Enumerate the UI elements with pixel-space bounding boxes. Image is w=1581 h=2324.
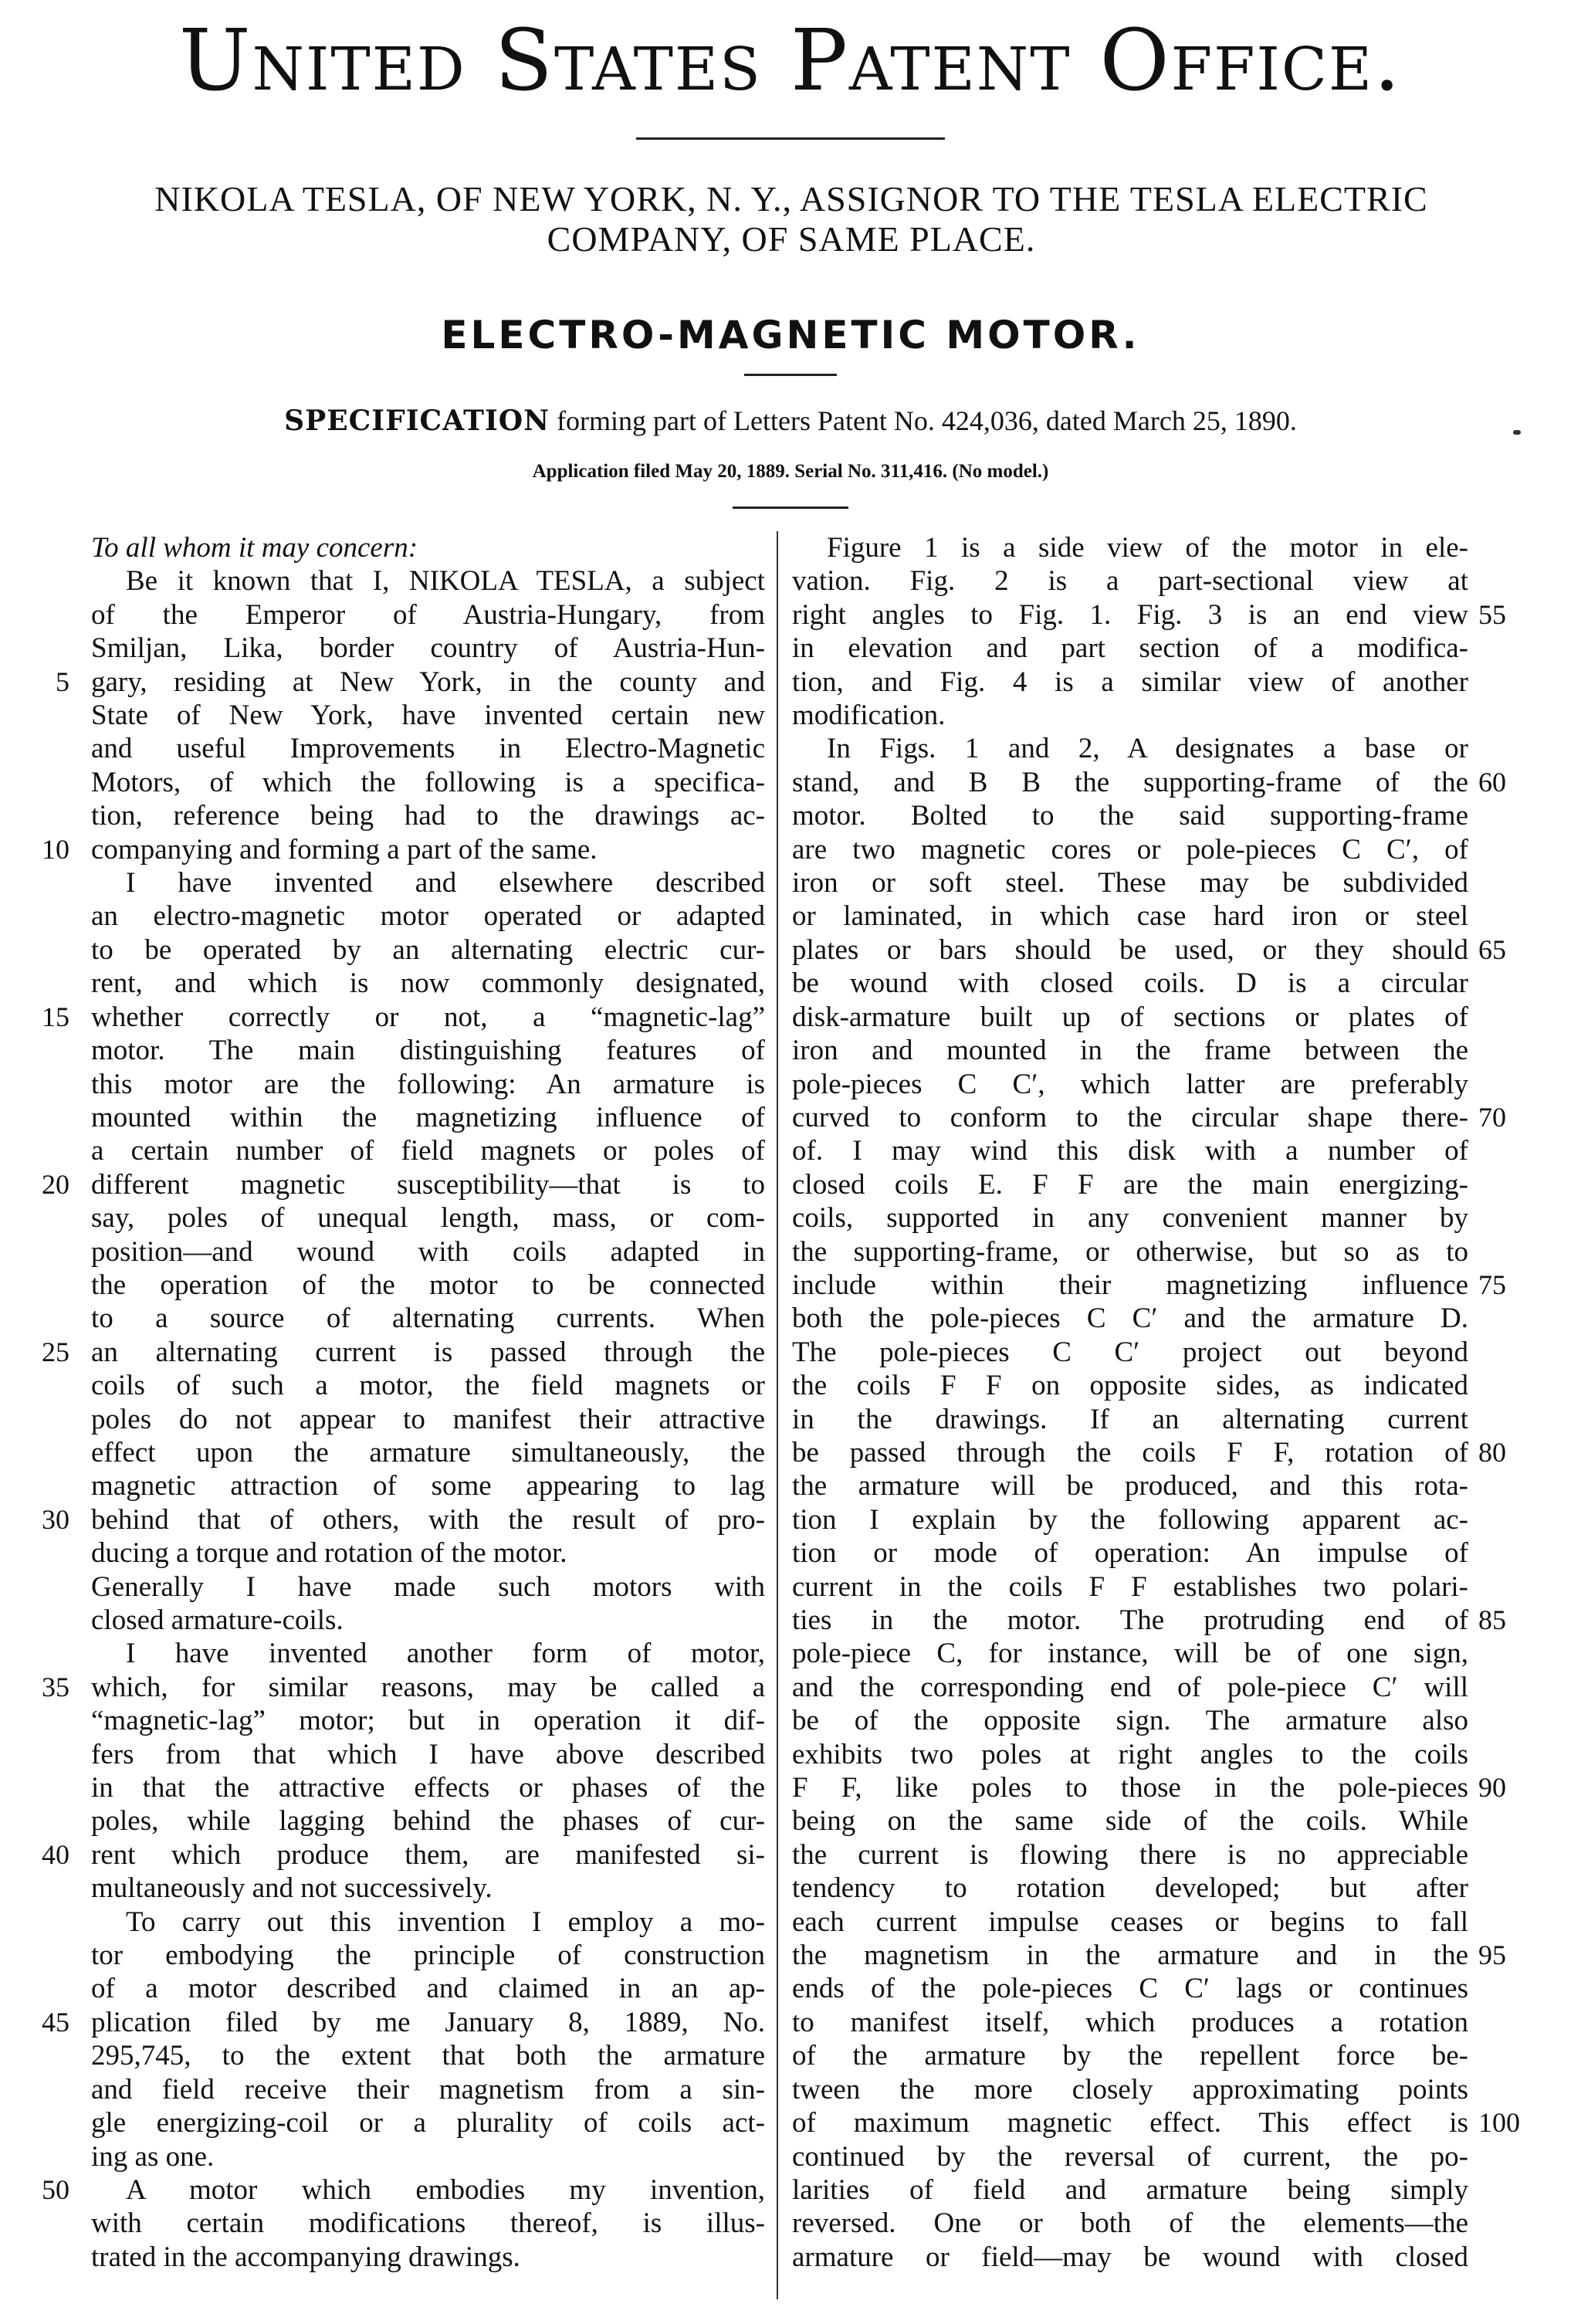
text-line: to manifest itself, which produces a rotation (792, 2006, 1468, 2038)
text-line: Generally I have made such motors with (91, 1570, 765, 1603)
text-line: To carry out this invention I employ a mo- (126, 1906, 765, 1938)
text-line: and useful Improvements in Electro-Magnetic (91, 733, 765, 765)
text-line: ends of the pole-pieces C C′ lags or continues (792, 1973, 1468, 2005)
text-line: 295,745, to the extent that both the armature (91, 2040, 765, 2072)
text-line: each current impulse ceases or begins to fall (792, 1906, 1468, 1938)
text-line: State of New York, have invented certain new (91, 700, 765, 732)
text-line: ties in the motor. The protruding end of (792, 1604, 1468, 1636)
text-line: rent, and which is now commonly designated, (91, 967, 765, 1000)
text-line: to a source of alternating currents. When (91, 1303, 765, 1335)
text-line: fers from that which I have above described (91, 1738, 765, 1770)
text-line: Smiljan, Lika, border country of Austria-Hun- (91, 632, 765, 665)
text-line: to be operated by an alternating electric cur- (91, 933, 765, 966)
text-line: whether correctly or not, a “magnetic-lag” (91, 1001, 765, 1033)
text-line: Motors, of which the following is a specifica- (91, 766, 765, 798)
text-line: are two magnetic cores or pole-pieces C C′, of (792, 833, 1468, 866)
line-number: 55 (1478, 598, 1506, 630)
text-line: continued by the reversal of current, the po- (792, 2140, 1468, 2173)
text-line: being on the same side of the coils. While (792, 1805, 1468, 1838)
title-rule (744, 374, 837, 376)
text-line: say, poles of unequal length, mass, or com- (91, 1202, 765, 1235)
text-line: pole-piece C, for instance, will be of one sign, (792, 1638, 1468, 1670)
office-heading: United States Patent Office. (178, 11, 1403, 110)
text-line: include within their magnetizing influence (792, 1269, 1468, 1301)
application-line: Application filed May 20, 1889. Serial No. 311,416. (No model.) (532, 461, 1049, 482)
text-line: a certain number of field magnets or poles of (91, 1135, 765, 1167)
text-line: the coils F F on opposite sides, as indicated (792, 1370, 1468, 1402)
text-line: A motor which embodies my invention, (126, 2173, 765, 2206)
line-number: 50 (42, 2173, 69, 2205)
text-line: I have invented and elsewhere described (126, 867, 765, 899)
assignor-line: NIKOLA TESLA, OF NEW YORK, N. Y., ASSIGNOR TO THE TESLA ELECTRIC COMPANY, OF SAME PLACE. (154, 179, 1428, 259)
line-number: 5 (56, 666, 69, 697)
column-divider (777, 531, 778, 2299)
text-line: tor embodying the principle of construction (91, 1939, 765, 1972)
text-line: the armature will be produced, and this rota- (792, 1470, 1468, 1502)
text-line: modification. (792, 700, 946, 732)
text-line: the supporting-frame, or otherwise, but so as to (792, 1235, 1468, 1268)
text-line: of. I may wind this disk with a number of (792, 1135, 1468, 1167)
text-line: right angles to Fig. 1. Fig. 3 is an end view (792, 598, 1468, 631)
specification-line (0, 405, 1581, 437)
text-line: be of the opposite sign. The armature also (792, 1705, 1468, 1737)
specification-label: SPECIFICATION (284, 405, 550, 437)
text-line: gary, residing at New York, in the county and (91, 666, 765, 698)
text-line: F F, like poles to those in the pole-pieces (792, 1772, 1468, 1804)
text-line: and field receive their magnetism from a sin- (91, 2073, 765, 2105)
text-line: position—and wound with coils adapted in (91, 1235, 765, 1268)
text-line: ing as one. (91, 2140, 215, 2173)
text-line: Be it known that I, NIKOLA TESLA, a subject (126, 565, 765, 598)
text-line: an electro-magnetic motor operated or adapted (91, 900, 765, 933)
text-line: which, for similar reasons, may be called a (91, 1671, 765, 1703)
text-line: trated in the accompanying drawings. (91, 2241, 520, 2273)
text-line: armature or field—may be wound with closed (792, 2241, 1468, 2273)
line-number: 10 (42, 833, 69, 865)
line-number: 20 (42, 1168, 69, 1200)
text-line: magnetic attraction of some appearing to lag (91, 1470, 765, 1502)
text-line: mounted within the magnetizing influence of (91, 1101, 765, 1133)
line-number: 75 (1478, 1269, 1506, 1300)
text-line: and the corresponding end of pole-piece C′ will (792, 1671, 1468, 1703)
specification-text: forming part of Letters Patent No. 424,036, dated March 25, 1890. (557, 405, 1297, 436)
line-number: 100 (1478, 2106, 1520, 2138)
text-line: plication filed by me January 8, 1889, No. (91, 2006, 765, 2038)
text-line: disk-armature built up of sections or plates of (792, 1001, 1468, 1033)
text-line: tion, and Fig. 4 is a similar view of another (792, 666, 1468, 698)
line-number: 40 (42, 1838, 69, 1870)
text-line: tween the more closely approximating points (792, 2073, 1468, 2105)
text-line: rent which produce them, are manifested si- (91, 1838, 765, 1871)
text-line: stand, and B B the supporting-frame of the (792, 766, 1468, 798)
text-line: of maximum magnetic effect. This effect is (792, 2107, 1468, 2139)
margin-mark (1513, 430, 1521, 435)
patent-title: ELECTRO-MAGNETIC MOTOR. (441, 313, 1140, 357)
text-line: ducing a torque and rotation of the motor. (91, 1537, 567, 1570)
text-line: the operation of the motor to be connected (91, 1269, 765, 1301)
text-line: of the Emperor of Austria-Hungary, from (91, 598, 765, 631)
line-number: 15 (42, 1001, 69, 1032)
text-line: motor. Bolted to the said supporting-frame (792, 800, 1468, 832)
line-number: 65 (1478, 933, 1506, 965)
text-line: To all whom it may concern: (91, 532, 418, 564)
right-column (792, 531, 1468, 2274)
text-line: multaneously and not successively. (91, 1872, 493, 1905)
text-line: exhibits two poles at right angles to the coils (792, 1738, 1468, 1770)
text-line: In Figs. 1 and 2, A designates a base or (827, 733, 1468, 765)
text-line: tion or mode of operation: An impulse of (792, 1537, 1468, 1570)
text-line: in that the attractive effects or phases of the (91, 1772, 765, 1804)
line-number: 70 (1478, 1101, 1506, 1133)
text-line: closed armature-coils. (91, 1604, 344, 1636)
line-number: 85 (1478, 1604, 1506, 1635)
line-number: 25 (42, 1336, 69, 1367)
text-line: gle energizing-coil or a plurality of coils act- (91, 2107, 765, 2139)
text-line: behind that of others, with the result of pro- (91, 1503, 765, 1536)
line-number: 30 (42, 1503, 69, 1535)
text-line: an alternating current is passed through the (91, 1336, 765, 1368)
text-line: this motor are the following: An armature is (91, 1068, 765, 1100)
text-line: in the drawings. If an alternating current (792, 1403, 1468, 1435)
text-line: coils, supported in any convenient manner by (792, 1202, 1468, 1235)
text-line: motor. The main distinguishing features of (91, 1035, 765, 1067)
left-column (91, 531, 765, 2274)
text-line: “magnetic-lag” motor; but in operation it dif- (91, 1705, 765, 1737)
text-line: be wound with closed coils. D is a circular (792, 967, 1468, 1000)
line-number: 90 (1478, 1771, 1506, 1803)
header-rule (636, 137, 945, 140)
text-line: poles, while lagging behind the phases of cur- (91, 1805, 765, 1838)
text-line: plates or bars should be used, or they should (792, 933, 1468, 966)
text-line: be passed through the coils F F, rotation of (792, 1436, 1468, 1469)
line-number: 60 (1478, 766, 1506, 798)
text-line: or laminated, in which case hard iron or steel (792, 900, 1468, 933)
text-line: closed coils E. F F are the main energizing- (792, 1168, 1468, 1201)
line-number: 95 (1478, 1939, 1506, 1970)
text-line: iron and mounted in the frame between the (792, 1035, 1468, 1067)
text-line: tendency to rotation developed; but after (792, 1872, 1468, 1905)
line-number: 45 (42, 2006, 69, 2038)
line-number: 80 (1478, 1436, 1506, 1468)
text-line: different magnetic susceptibility—that is to (91, 1168, 765, 1201)
text-line: of the armature by the repellent force be- (792, 2040, 1468, 2072)
text-line: the magnetism in the armature and in the (792, 1939, 1468, 1972)
text-line: companying and forming a part of the same. (91, 833, 598, 866)
text-line: Figure 1 is a side view of the motor in ele- (827, 532, 1468, 564)
text-line: tion, reference being had to the drawings ac- (91, 800, 765, 832)
text-line: pole-pieces C C′, which latter are preferably (792, 1068, 1468, 1100)
application-rule (733, 506, 848, 509)
text-line: The pole-pieces C C′ project out beyond (792, 1336, 1468, 1368)
text-line: of a motor described and claimed in an ap- (91, 1973, 765, 2005)
line-number: 35 (42, 1671, 69, 1702)
text-line: with certain modifications thereof, is illus- (91, 2207, 765, 2240)
text-line: reversed. One or both of the elements—the (792, 2207, 1468, 2240)
text-line: curved to conform to the circular shape there- (792, 1101, 1468, 1133)
text-line: iron or soft steel. These may be subdivided (792, 867, 1468, 899)
text-line: the current is flowing there is no appreciable (792, 1838, 1468, 1871)
text-line: larities of field and armature being simply (792, 2173, 1468, 2206)
text-line: both the pole-pieces C C′ and the armature D. (792, 1303, 1468, 1335)
text-line: in elevation and part section of a modifica- (792, 632, 1468, 665)
text-line: I have invented another form of motor, (126, 1638, 765, 1670)
text-line: tion I explain by the following apparent ac- (792, 1503, 1468, 1536)
text-line: effect upon the armature simultaneously, the (91, 1436, 765, 1469)
text-line: poles do not appear to manifest their attractive (91, 1403, 765, 1435)
text-line: coils of such a motor, the field magnets or (91, 1370, 765, 1402)
text-line: current in the coils F F establishes two polari- (792, 1570, 1468, 1603)
text-line: vation. Fig. 2 is a part-sectional view at (792, 565, 1468, 598)
